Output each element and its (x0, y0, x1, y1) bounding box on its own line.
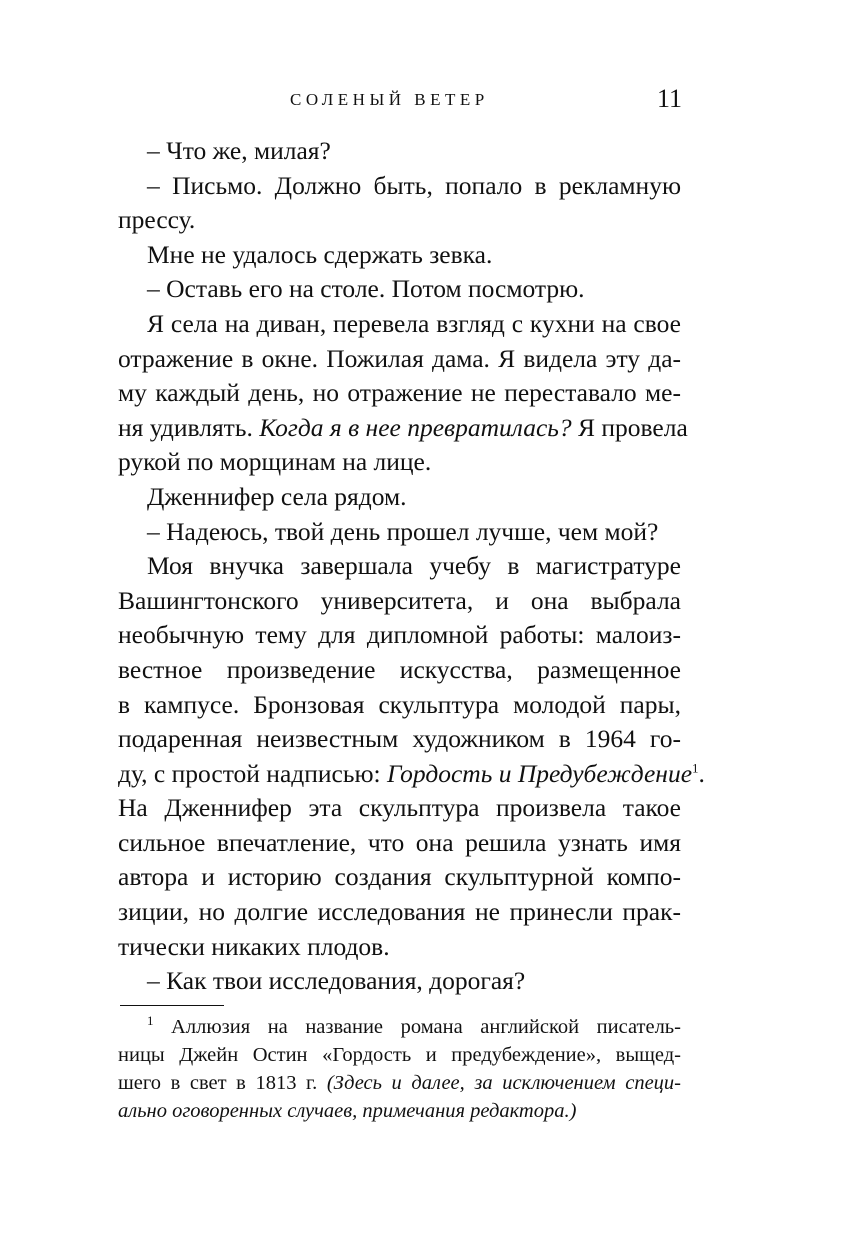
running-title: СОЛЕНЫЙ ВЕТЕР (290, 90, 489, 109)
paragraph-line: На Дженнифер эта скульптура произвела такое (118, 793, 681, 823)
paragraph-line: отражение в окне. Пожилая дама. Я видела эту да- (118, 343, 681, 373)
paragraph-line: Вашингтонского университета, и она выбрала (118, 585, 681, 615)
text-run: ня удивлять. (118, 412, 260, 442)
footnote-reference: 1 (692, 760, 699, 776)
paragraph-line: в кампусе. Бронзовая скульптура молодой пары, (118, 689, 681, 719)
page-header (118, 86, 684, 116)
paragraph-line: му каждый день, но отражение не переставало ме- (118, 378, 681, 408)
paragraph-line: автора и историю создания скульптурной компо- (118, 862, 681, 892)
paragraph-line: Мне не удалось сдержать зевка. (147, 239, 493, 269)
text-run: Я провела (571, 412, 688, 442)
dialogue-line: – Надеюсь, твой день прошел лучше, чем мой? (147, 516, 659, 546)
footnote-line (118, 1013, 681, 1041)
text-run: Аллюзия на название романа английской писатель- (153, 1016, 681, 1038)
text-run: ду, с простой надписью: (118, 758, 387, 788)
italic-thought: Когда я в нее превратилась? (259, 412, 572, 442)
paragraph-line: тически никаких плодов. (118, 931, 390, 961)
paragraph-line: зиции, но долгие исследования не принесли прак- (118, 897, 681, 927)
italic-title: Гордость и Предубеждение (386, 758, 693, 788)
text-run: . (698, 758, 705, 788)
paragraph-line (118, 757, 705, 792)
paragraph-line: необычную тему для дипломной работы: малоиз- (118, 620, 681, 650)
dialogue-line: – Как твои исследования, дорогая? (147, 966, 526, 996)
dialogue-line: – Оставь его на столе. Потом посмотрю. (147, 274, 585, 304)
paragraph-line: Дженнифер села рядом. (147, 481, 407, 511)
paragraph-line: Моя внучка завершала учебу в магистратуре (147, 551, 681, 581)
footnote-divider (120, 1005, 224, 1006)
italic-note: (Здесь и далее, за исключением специ- (326, 1072, 681, 1094)
text-run: шего в свет в 1813 г. (118, 1072, 327, 1094)
dialogue-line: – Письмо. Должно быть, попало в рекламную (147, 170, 681, 200)
paragraph-line: Я села на диван, перевела взгляд с кухни на свое (147, 308, 681, 338)
footnote-marker: 1 (147, 1013, 154, 1029)
footnote (118, 1013, 681, 1125)
paragraph-line: сильное впечатление, что она решила узнать имя (118, 827, 681, 857)
page-number: 11 (656, 84, 682, 113)
paragraph-line: рукой по морщинам на лице. (118, 447, 432, 477)
body-text (118, 134, 705, 999)
dialogue-line-continued: прессу. (118, 205, 196, 235)
footnote-line: ницы Джейн Остин «Гордость и предубеждение», выщед- (118, 1044, 681, 1066)
dialogue-line: – Что же, милая? (147, 136, 331, 165)
footnote-line: ально оговоренных случаев, примечания редактора.) (118, 1100, 577, 1122)
footnote-line (118, 1069, 681, 1097)
paragraph-line: подаренная неизвестным художником в 1964 го- (118, 724, 681, 754)
paragraph-line: вестное произведение искусства, размещенное (118, 654, 681, 684)
paragraph-line (118, 411, 688, 446)
